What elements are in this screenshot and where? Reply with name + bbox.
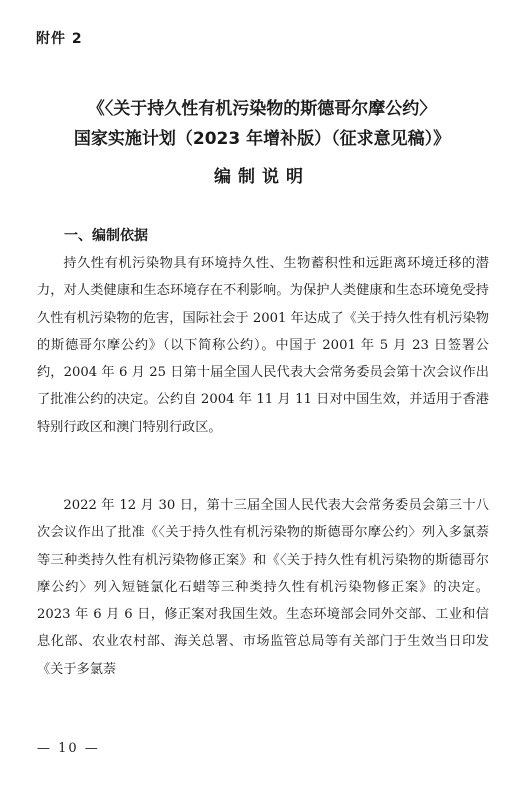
section-heading: 一、编制依据 — [64, 228, 148, 244]
title-line-1: 《〈关于持久性有机污染物的斯德哥尔摩公约〉 — [87, 99, 437, 119]
body-paragraph-1: 持久性有机污染物具有环境持久性、生物蓄积性和远距离环境迁移的潜力，对人类健康和生态环境存在不利影响。为保护人类健康和生态环境免受持久性有机污染物的危害，国际社会于 2001 年达成了《关于持久性有机污染物的斯德哥尔摩公约》（以下简称公约）。中国于 2001 年 5 月 23 日签署公约，2004 年 6 月 25 日第十届全国人民代表大会常务委员会第十次会议作出了批准公约的决定。公约自 2004 年 11 月 11 日对中国生效，并适用于香港特别行政区和澳门特别行政区。 — [37, 256, 489, 435]
title-line-3: 编制说明 — [214, 167, 310, 187]
attachment-label: 附件 2 — [36, 31, 83, 47]
title-line-2: 国家实施计划（2023 年增补版）（征求意见稿）》 — [73, 129, 451, 149]
page-number: — 10 — — [37, 741, 100, 756]
body-paragraph-2: 2022 年 12 月 30 日，第十三届全国人民代表大会常务委员会第三十八次会议作出了批准《〈关于持久性有机污染物的斯德哥尔摩公约〉列入多氯萘等三种类持久性有机污染物修正案》和《〈关于持久性有机污染物的斯德哥尔摩公约〉列入短链氯化石蜡等三种类持久性有机污染物修正案》的决定。2023 年 6 月 6 日，修正案对我国生效。生态环境部会同外交部、工业和信息化部、农业农村部、海关总署、市场监管总局等有关部门于生效当日印发《关于多氯萘 — [37, 498, 489, 677]
